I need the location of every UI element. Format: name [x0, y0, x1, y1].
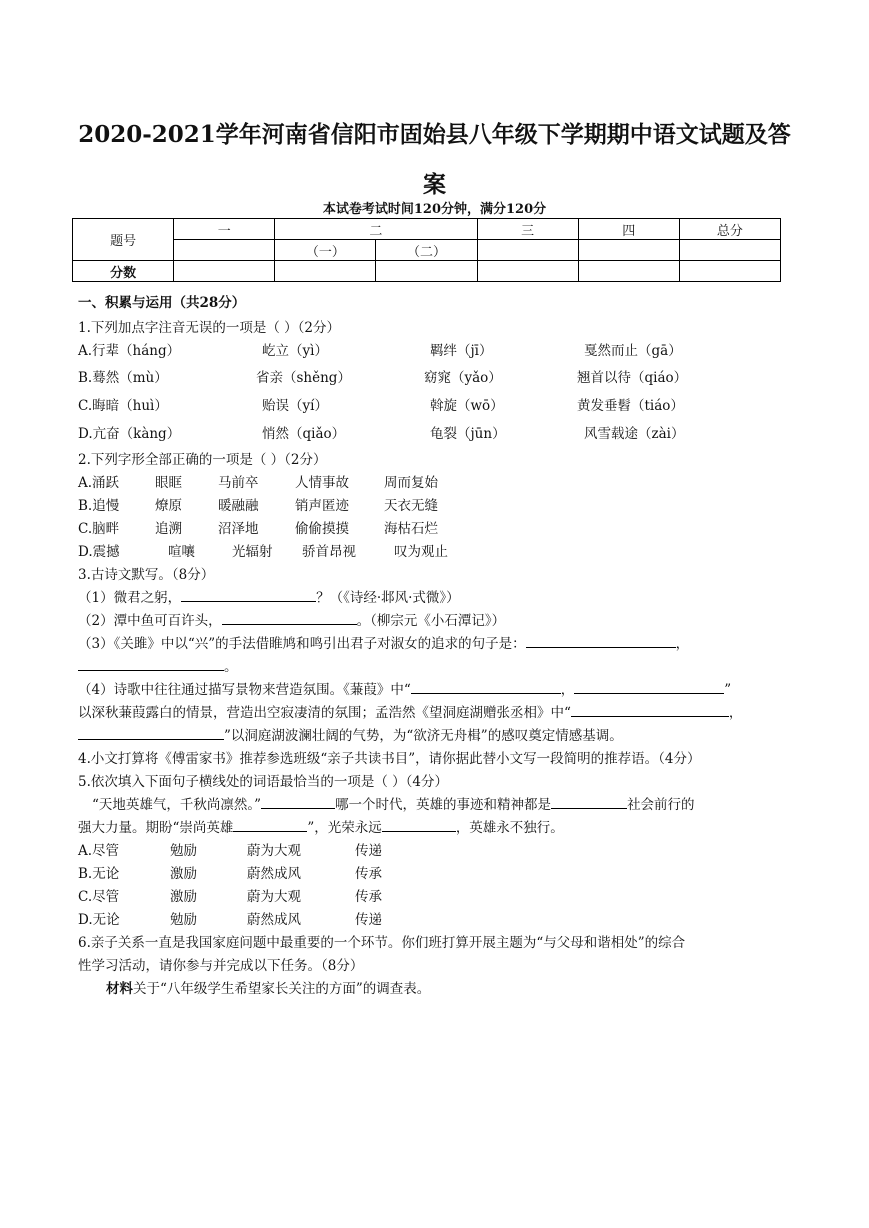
option-cell: 激励	[170, 889, 197, 905]
q5-option-b	[78, 862, 778, 882]
material-text: 关于“八年级学生希望家长关注的方面”的调查表。	[133, 981, 431, 997]
score-cell	[477, 261, 578, 282]
page-title	[60, 112, 809, 208]
q3-line-1	[78, 586, 460, 606]
option-cell: 海枯石烂	[384, 521, 438, 537]
subheader-cell-b: （二）	[376, 240, 477, 261]
text-segment: （2）潭中鱼可百许头，	[78, 613, 222, 629]
q5-passage-line-1	[92, 793, 695, 813]
text-segment: 社会前行的	[627, 797, 695, 813]
answer-blank[interactable]	[261, 795, 335, 809]
option-cell: 风雪载途（zài）	[584, 426, 685, 442]
answer-blank[interactable]	[382, 818, 456, 832]
option-cell: D.无论	[78, 912, 120, 928]
answer-blank[interactable]	[233, 818, 307, 832]
text-segment: ，	[728, 705, 743, 721]
option-cell: 龟裂（jūn）	[430, 426, 506, 442]
answer-blank[interactable]	[551, 795, 627, 809]
title-line-2: 案	[423, 171, 446, 198]
option-cell: A.行辈（háng）	[78, 343, 181, 359]
empty-cell	[679, 240, 780, 261]
answer-blank[interactable]	[181, 588, 316, 602]
q2-option-a	[78, 471, 778, 491]
q6-material	[106, 977, 430, 997]
material-label: 材料	[106, 981, 133, 997]
text-segment: （1）微君之躬，	[78, 590, 182, 606]
option-cell: 叹为观止	[394, 544, 448, 560]
q5-passage-line-2	[78, 816, 564, 836]
answer-blank[interactable]	[526, 634, 676, 648]
text-segment: 以深秋蒹葭露白的情景，营造出空寂凄清的氛围；孟浩然《望洞庭湖赠张丞相》中“	[78, 705, 571, 721]
option-cell: 蔚为大观	[247, 889, 301, 905]
score-cell	[275, 261, 376, 282]
text-segment: ”，光荣永远	[307, 820, 382, 836]
option-cell: 追溯	[155, 521, 182, 537]
q1-stem: 1.下列加点字注音无误的一项是（ ）（2分）	[78, 320, 341, 336]
empty-cell	[174, 240, 275, 261]
option-cell: 悄然（qiǎo）	[262, 426, 346, 442]
text-segment: 。（柳宗元《小石潭记》）	[356, 613, 506, 629]
q6-stem-line-2: 性学习活动，请你参与并完成以下任务。（8分）	[78, 958, 364, 974]
option-cell: 偷偷摸摸	[295, 521, 349, 537]
q1-option-d	[78, 422, 778, 442]
header-cell-total: 总分	[679, 219, 780, 240]
answer-blank[interactable]	[78, 726, 224, 740]
answer-blank[interactable]	[411, 680, 561, 694]
q4-stem: 4.小文打算将《傅雷家书》推荐参选班级“亲子共读书目”，请你据此替小文写一段简明的推荐语。（4分）	[78, 751, 701, 767]
option-cell: 传承	[355, 866, 382, 882]
answer-blank[interactable]	[571, 703, 729, 717]
option-cell: 蔚然成风	[247, 866, 301, 882]
option-cell: 传承	[355, 889, 382, 905]
text-segment: 。	[224, 659, 238, 675]
option-cell: 斡旋（wō）	[430, 398, 504, 414]
option-cell: 燎原	[155, 498, 182, 514]
text-segment: 哪一个时代，英雄的事迹和精神都是	[335, 797, 552, 813]
option-cell: 光辐射	[232, 544, 273, 560]
option-cell: 羁绊（jī）	[430, 343, 493, 359]
option-cell: 人情事故	[295, 475, 349, 491]
score-cell	[679, 261, 780, 282]
option-cell: 蔚为大观	[247, 843, 301, 859]
empty-cell	[578, 240, 679, 261]
header-cell-item: 题号	[73, 219, 174, 261]
q3-line-4-b	[78, 701, 742, 721]
q3-line-4-c	[78, 724, 623, 744]
option-cell: 马前卒	[218, 475, 259, 491]
q2-option-c	[78, 517, 778, 537]
option-cell: 骄首昂视	[302, 544, 356, 560]
option-cell: 窈窕（yǎo）	[424, 370, 502, 386]
option-cell: 勉励	[170, 843, 197, 859]
option-cell: 激励	[170, 866, 197, 882]
text-segment: ”	[724, 682, 732, 698]
option-cell: 眼眶	[155, 475, 182, 491]
section-heading: 一、积累与运用（共28分）	[78, 295, 246, 311]
score-cell	[174, 261, 275, 282]
option-cell: 传递	[355, 912, 382, 928]
option-cell: 沼泽地	[218, 521, 259, 537]
option-cell: 蔚然成风	[247, 912, 301, 928]
header-cell-3: 三	[477, 219, 578, 240]
text-segment: （4）诗歌中往往通过描写景物来营造氛围。《蒹葭》中“	[78, 682, 411, 698]
q3-line-3	[78, 632, 689, 652]
score-label-cell: 分数	[73, 261, 174, 282]
option-cell: B.无论	[78, 866, 120, 882]
q5-option-a	[78, 839, 778, 859]
text-segment: ，	[560, 682, 575, 698]
text-segment: “天地英雄气，千秋尚凛然。”	[92, 797, 262, 813]
score-table	[72, 218, 781, 282]
header-cell-4: 四	[578, 219, 679, 240]
title-line-1: 2020-2021学年河南省信阳市固始县八年级下学期期中语文试题及答	[78, 121, 791, 148]
text-segment: ，	[675, 636, 690, 652]
option-cell: B.蓦然（mù）	[78, 370, 168, 386]
text-segment: ？（《诗经·邶风·式微》）	[316, 590, 460, 606]
option-cell: C.晦暗（huì）	[78, 398, 168, 414]
text-segment: （3）《关雎》中以“兴”的手法借睢鸠和鸣引出君子对淑女的追求的句子是：	[78, 636, 526, 652]
option-cell: C.脑畔	[78, 521, 120, 537]
header-cell-2: 二	[275, 219, 477, 240]
answer-blank[interactable]	[574, 680, 724, 694]
option-cell: B.追慢	[78, 498, 120, 514]
q3-line-4	[78, 678, 731, 698]
option-cell: 黄发垂髫（tiáo）	[577, 398, 684, 414]
q5-option-c	[78, 885, 778, 905]
option-cell: 屹立（yì）	[262, 343, 328, 359]
option-cell: 勉励	[170, 912, 197, 928]
subheader-cell-a: （一）	[275, 240, 376, 261]
empty-cell	[477, 240, 578, 261]
q1-option-b	[78, 366, 778, 386]
q3-line-2	[78, 609, 505, 629]
option-cell: 喧嚷	[168, 544, 195, 560]
q2-option-b	[78, 494, 778, 514]
option-cell: C.尽管	[78, 889, 120, 905]
q6-stem-line-1: 6.亲子关系一直是我国家庭问题中最重要的一个环节。你们班打算开展主题为“与父母和谐相处”的综合	[78, 935, 686, 951]
q3-stem: 3.古诗文默写。（8分）	[78, 567, 215, 583]
option-cell: A.尽管	[78, 843, 120, 859]
text-segment: ，英雄永不独行。	[455, 820, 564, 836]
q1-option-a	[78, 339, 778, 359]
option-cell: 周而复始	[384, 475, 438, 491]
q2-option-d	[78, 540, 778, 560]
option-cell: 销声匿迹	[295, 498, 349, 514]
option-cell: A.涌跃	[78, 475, 120, 491]
answer-blank[interactable]	[222, 611, 357, 625]
option-cell: D.震撼	[78, 544, 120, 560]
score-cell	[578, 261, 679, 282]
option-cell: 翘首以待（qiáo）	[577, 370, 688, 386]
option-cell: 省亲（shěng）	[256, 370, 351, 386]
option-cell: 天衣无缝	[384, 498, 438, 514]
option-cell: 传递	[355, 843, 382, 859]
header-cell-1: 一	[174, 219, 275, 240]
q1-option-c	[78, 394, 778, 414]
option-cell: 暖融融	[218, 498, 259, 514]
option-cell: D.亢奋（kàng）	[78, 426, 181, 442]
text-segment: 强大力量。期盼“崇尚英雄	[78, 820, 234, 836]
text-segment: ”以洞庭湖波澜壮阔的气势，为“欲济无舟楫”的感叹奠定情感基调。	[224, 728, 623, 744]
q3-line-3-cont	[78, 655, 238, 675]
option-cell: 贻误（yí）	[262, 398, 328, 414]
q2-stem: 2.下列字形全部正确的一项是（ ）（2分）	[78, 452, 327, 468]
exam-info: 本试卷考试时间120分钟，满分120分	[322, 202, 547, 217]
q5-stem: 5.依次填入下面句子横线处的词语最恰当的一项是（ ）（4分）	[78, 774, 449, 790]
option-cell: 戛然而止（gā）	[584, 343, 682, 359]
q5-option-d	[78, 908, 778, 928]
answer-blank[interactable]	[78, 657, 224, 671]
score-cell	[376, 261, 477, 282]
